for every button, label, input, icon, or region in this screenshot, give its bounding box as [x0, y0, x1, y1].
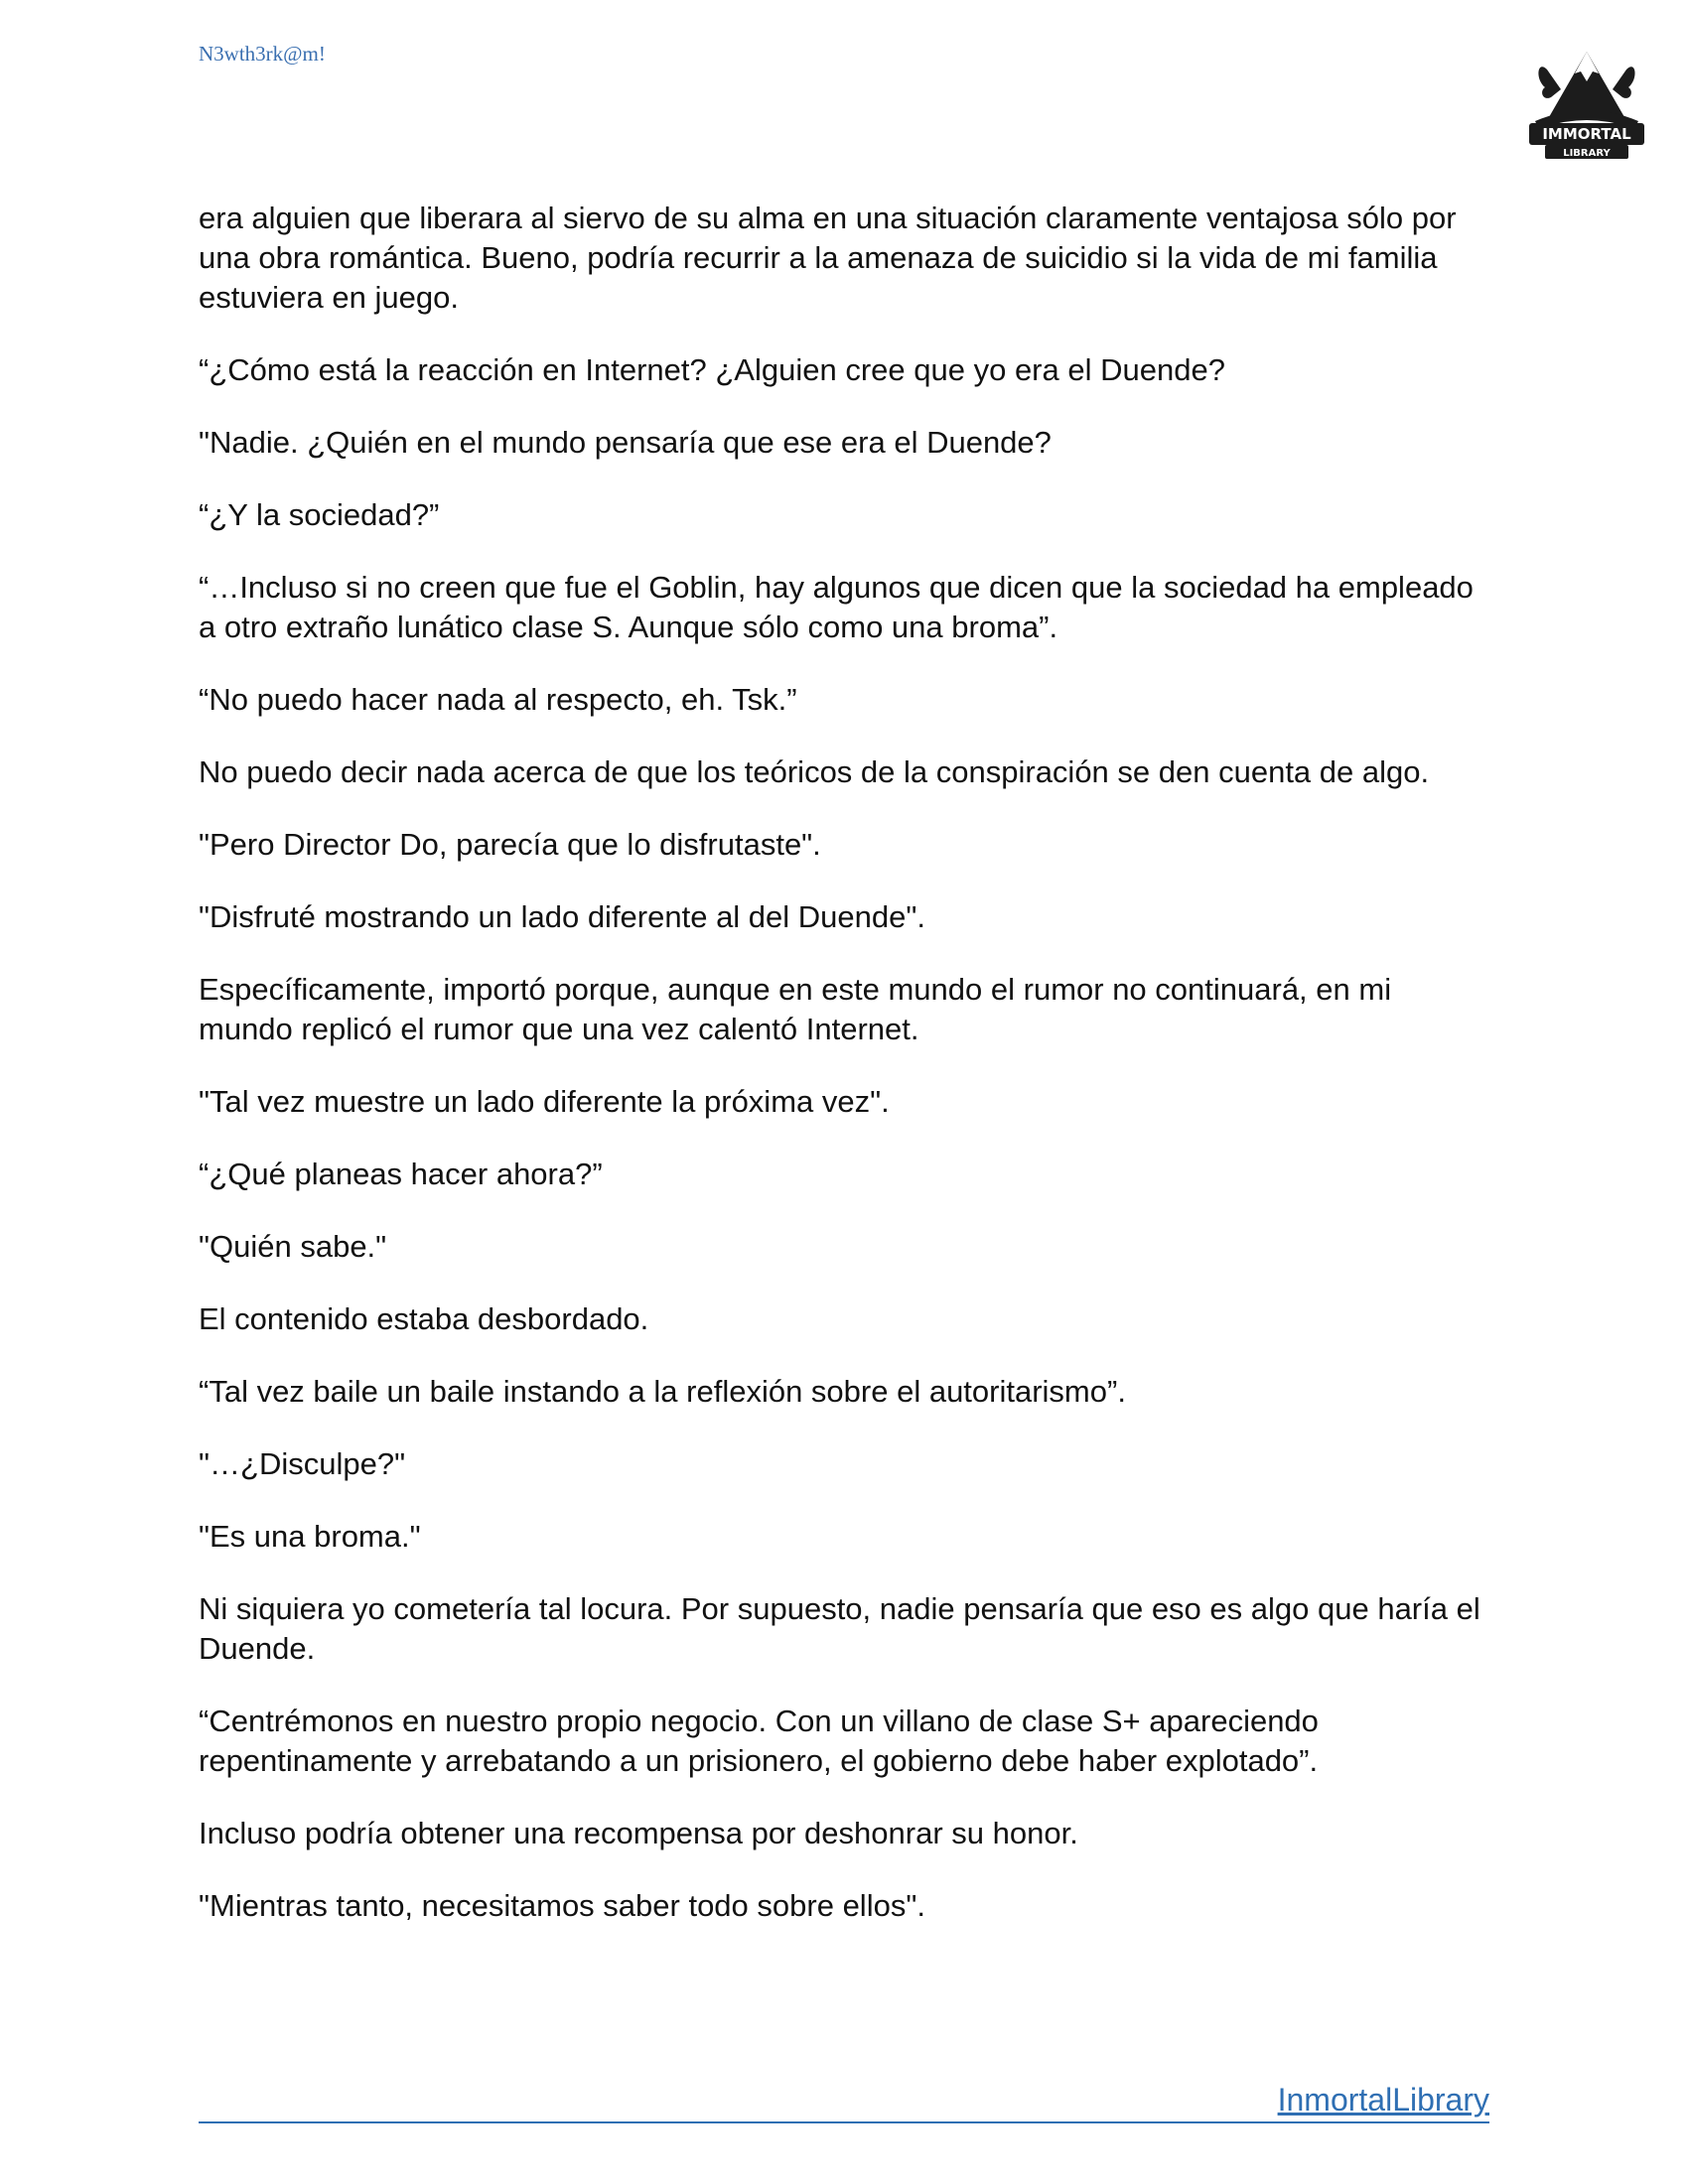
logo-text-line1: IMMORTAL: [1542, 125, 1631, 143]
paragraph: "Pero Director Do, parecía que lo disfrutaste".: [199, 827, 821, 862]
footer-library-link[interactable]: InmortalLibrary: [1277, 2082, 1489, 2117]
paragraph: “No puedo hacer nada al respecto, eh. Tsk.”: [199, 682, 797, 717]
paragraph: “¿Qué planeas hacer ahora?”: [199, 1157, 603, 1191]
paragraph: "…¿Disculpe?": [199, 1446, 406, 1481]
paragraph: "Disfruté mostrando un lado diferente al del Duende".: [199, 899, 925, 934]
paragraph: Incluso podría obtener una recompensa por deshonrar su honor.: [199, 1816, 1078, 1850]
paragraph: “¿Y la sociedad?”: [199, 497, 440, 532]
paragraph: "Quién sabe.": [199, 1229, 387, 1264]
footer-rule: [199, 2082, 1489, 2123]
paragraph: No puedo decir nada acerca de que los teóricos de la conspiración se den cuenta de algo.: [199, 754, 1430, 789]
paragraph: "Mientras tanto, necesitamos saber todo sobre ellos".: [199, 1888, 925, 1923]
paragraph: “Tal vez baile un baile instando a la reflexión sobre el autoritarismo”.: [199, 1374, 1126, 1409]
immortal-library-logo-icon: [1517, 30, 1656, 169]
paragraph: Específicamente, importó porque, aunque en este mundo el rumor no continuará, en mi mundo replicó el rumor que una vez calentó Internet.: [199, 972, 1392, 1046]
paragraph: “…Incluso si no creen que fue el Goblin, hay algunos que dicen que la sociedad ha empleado a otro extraño lunático clase S. Aunque sólo como una broma”.: [199, 570, 1474, 644]
body-text: [199, 199, 1489, 1959]
paragraph: “Centrémonos en nuestro propio negocio. Con un villano de clase S+ apareciendo repentinamente y arrebatando a un prisionero, el gobierno debe haber explotado”.: [199, 1704, 1319, 1778]
header-watermark: N3wth3rk@m!: [199, 42, 326, 66]
paragraph: era alguien que liberara al siervo de su alma en una situación claramente ventajosa sólo por una obra romántica. Bueno, podría recurrir a la amenaza de suicidio si la vida de mi familia estuviera en juego.: [199, 201, 1457, 315]
paragraph: "Es una broma.": [199, 1519, 421, 1554]
paragraph: Ni siquiera yo cometería tal locura. Por supuesto, nadie pensaría que eso es algo que haría el Duende.: [199, 1591, 1480, 1666]
paragraph: "Nadie. ¿Quién en el mundo pensaría que ese era el Duende?: [199, 425, 1052, 460]
paragraph: "Tal vez muestre un lado diferente la próxima vez".: [199, 1084, 890, 1119]
paragraph: El contenido estaba desbordado.: [199, 1301, 649, 1336]
paragraph: “¿Cómo está la reacción en Internet? ¿Alguien cree que yo era el Duende?: [199, 352, 1225, 387]
logo-text-line2: LIBRARY: [1563, 148, 1611, 159]
